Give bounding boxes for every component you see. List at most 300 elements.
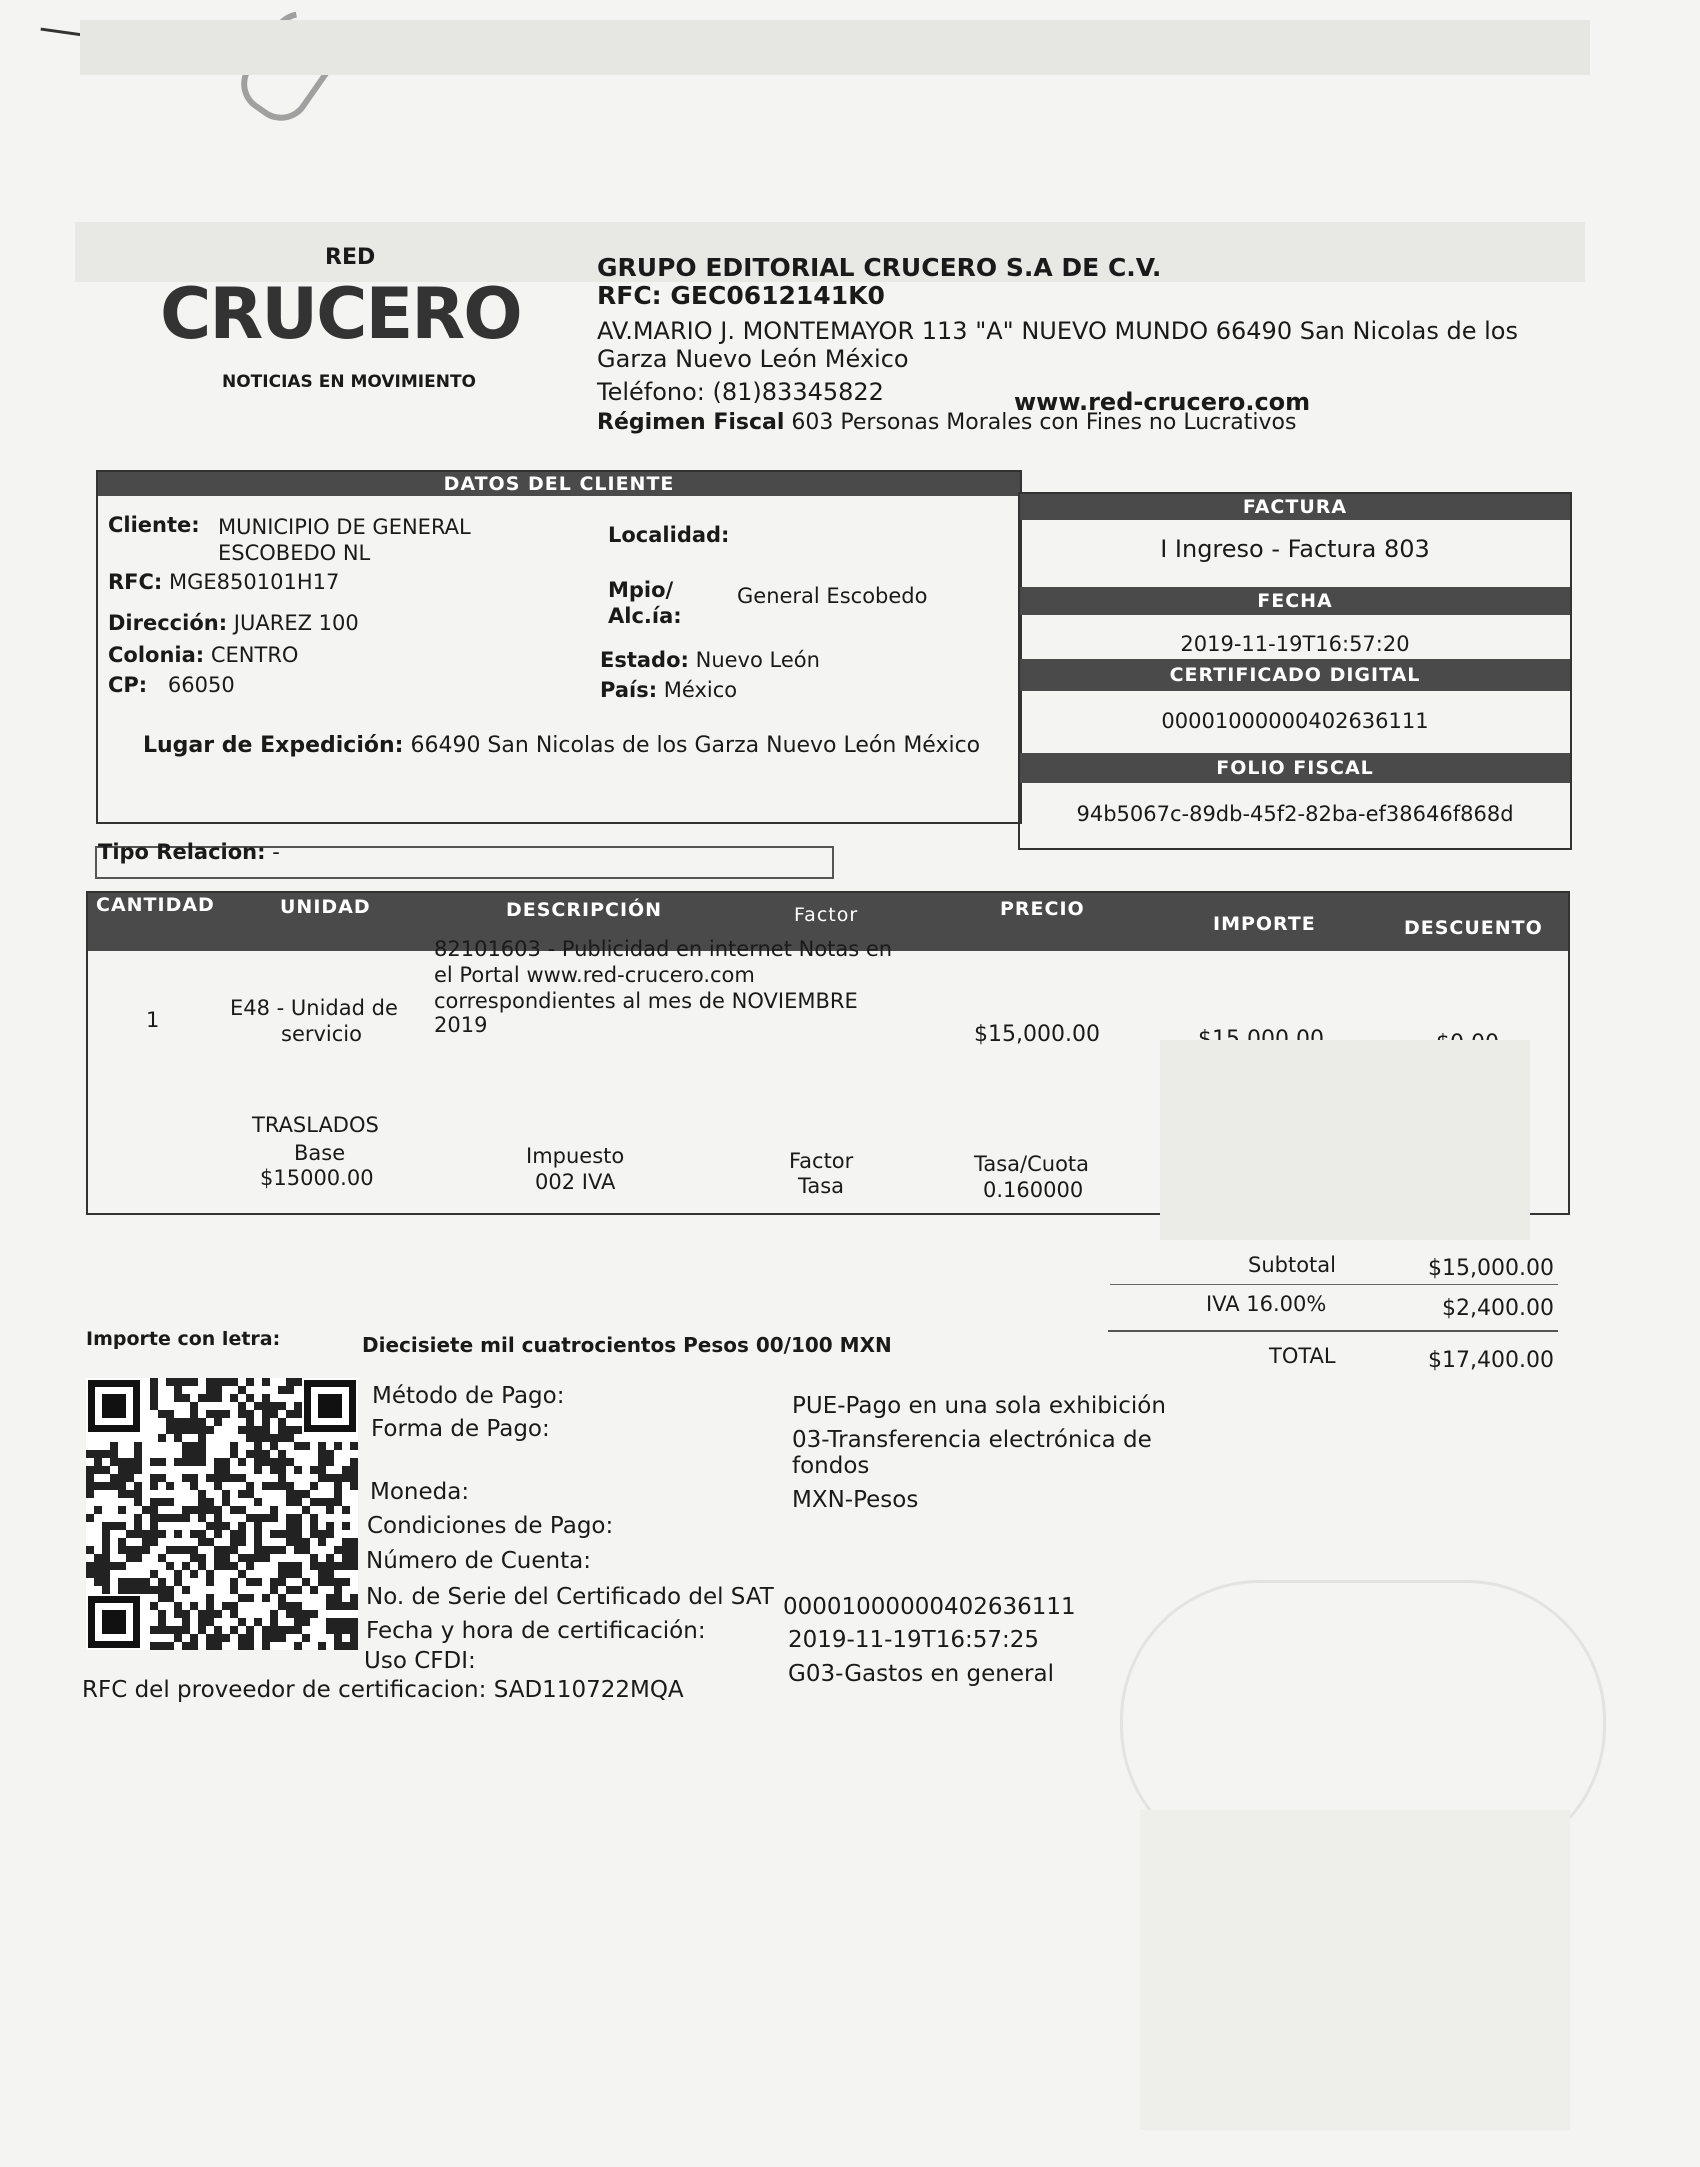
folio-header: FOLIO FISCAL	[1020, 753, 1570, 783]
uso-value: G03-Gastos en general	[788, 1661, 1054, 1687]
background-bleed-bar	[80, 20, 1590, 75]
qr-module	[198, 1618, 206, 1626]
qr-module	[238, 1594, 246, 1602]
colonia-label: Colonia:	[108, 643, 205, 667]
qr-module	[246, 1578, 254, 1586]
qr-module	[350, 1458, 358, 1466]
qr-module	[294, 1626, 302, 1634]
qr-module	[214, 1458, 222, 1466]
qr-module	[182, 1458, 190, 1466]
qr-module	[342, 1562, 350, 1570]
qr-module	[134, 1458, 142, 1466]
qr-module	[294, 1610, 302, 1618]
qr-module	[150, 1402, 158, 1410]
qr-module	[118, 1562, 126, 1570]
qr-module	[158, 1498, 166, 1506]
client-header: DATOS DEL CLIENTE	[98, 472, 1020, 496]
qr-module	[326, 1626, 334, 1634]
qr-module	[198, 1434, 206, 1442]
company-website: www.red-crucero.com	[1014, 388, 1311, 416]
qr-module	[134, 1450, 142, 1458]
qr-module	[198, 1610, 206, 1618]
qr-module	[230, 1394, 238, 1402]
traslados-tasa-label: Tasa/Cuota	[974, 1152, 1090, 1176]
qr-module	[350, 1442, 358, 1450]
qr-module	[134, 1498, 142, 1506]
qr-module	[230, 1506, 238, 1514]
qr-module	[134, 1482, 142, 1490]
qr-module	[262, 1546, 270, 1554]
qr-module	[158, 1474, 166, 1482]
qr-module	[318, 1450, 326, 1458]
qr-module	[238, 1386, 246, 1394]
qr-module	[86, 1546, 94, 1554]
qr-module	[310, 1610, 318, 1618]
qr-module	[182, 1474, 190, 1482]
qr-module	[206, 1610, 214, 1618]
qr-module	[262, 1418, 270, 1426]
pais-label: País:	[600, 678, 658, 702]
qr-module	[230, 1378, 238, 1386]
cp-label: CP:	[108, 673, 148, 697]
qr-module	[182, 1586, 190, 1594]
qr-module	[294, 1410, 302, 1418]
traslados-impuesto-label: Impuesto	[526, 1144, 625, 1168]
qr-module	[134, 1522, 142, 1530]
qr-module	[118, 1538, 126, 1546]
qr-module	[254, 1466, 262, 1474]
qr-module	[222, 1410, 230, 1418]
metodo-value: PUE-Pago en una sola exhibición	[792, 1393, 1166, 1419]
qr-module	[254, 1538, 262, 1546]
qr-module	[278, 1426, 286, 1434]
qr-module	[102, 1546, 110, 1554]
qr-module	[166, 1498, 174, 1506]
qr-module	[174, 1546, 182, 1554]
qr-module	[126, 1554, 134, 1562]
qr-module	[214, 1562, 222, 1570]
qr-module	[318, 1530, 326, 1538]
qr-module	[206, 1498, 214, 1506]
traslados-factor-value: Tasa	[798, 1174, 845, 1198]
qr-module	[198, 1442, 206, 1450]
qr-module	[198, 1506, 206, 1514]
qr-module	[310, 1522, 318, 1530]
qr-module	[334, 1642, 342, 1650]
qr-module	[198, 1458, 206, 1466]
qr-module	[110, 1450, 118, 1458]
client-direccion	[108, 611, 359, 635]
qr-module	[318, 1642, 326, 1650]
rfc-proveedor-value: SAD110722MQA	[493, 1677, 684, 1703]
qr-module	[166, 1546, 174, 1554]
total-value: $17,400.00	[1428, 1348, 1554, 1373]
qr-module	[190, 1442, 198, 1450]
qr-module	[134, 1586, 142, 1594]
qr-module	[142, 1530, 150, 1538]
tipo-relacion-value: -	[272, 840, 280, 864]
qr-module	[318, 1474, 326, 1482]
qr-module	[166, 1626, 174, 1634]
qr-module	[334, 1586, 342, 1594]
qr-module	[190, 1506, 198, 1514]
qr-module	[326, 1562, 334, 1570]
qr-module	[174, 1626, 182, 1634]
qr-module	[94, 1554, 102, 1562]
qr-module	[342, 1538, 350, 1546]
client-colonia	[108, 643, 298, 667]
company-address-2: Garza Nuevo León México	[597, 345, 909, 373]
qr-module	[206, 1570, 214, 1578]
qr-module	[158, 1642, 166, 1650]
direccion-value: JUAREZ 100	[233, 611, 359, 635]
qr-module	[262, 1642, 270, 1650]
qr-module	[286, 1490, 294, 1498]
qr-module	[294, 1538, 302, 1546]
qr-module	[150, 1538, 158, 1546]
qr-module	[206, 1602, 214, 1610]
qr-module	[166, 1594, 174, 1602]
qr-code	[86, 1378, 358, 1650]
qr-module	[198, 1554, 206, 1562]
qr-module	[118, 1474, 126, 1482]
condiciones-label: Condiciones de Pago:	[367, 1513, 614, 1539]
qr-module	[86, 1466, 94, 1474]
qr-module	[166, 1418, 174, 1426]
qr-module	[334, 1602, 342, 1610]
qr-module	[206, 1538, 214, 1546]
qr-module	[318, 1578, 326, 1586]
qr-module	[254, 1458, 262, 1466]
qr-module	[102, 1538, 110, 1546]
qr-module	[278, 1450, 286, 1458]
cuenta-label: Número de Cuenta:	[366, 1548, 591, 1574]
qr-module	[206, 1394, 214, 1402]
logo-name: CRUCERO	[160, 273, 521, 355]
qr-module	[182, 1394, 190, 1402]
qr-module	[230, 1626, 238, 1634]
qr-module	[150, 1386, 158, 1394]
qr-module	[230, 1562, 238, 1570]
uso-label: Uso CFDI:	[364, 1648, 476, 1674]
localidad-label: Localidad:	[608, 523, 730, 547]
qr-module	[238, 1538, 246, 1546]
company-rfc: RFC: GEC0612141K0	[597, 281, 885, 310]
moneda-value: MXN-Pesos	[792, 1487, 919, 1513]
importe-letra-value: Diecisiete mil cuatrocientos Pesos 00/100 MXN	[362, 1333, 892, 1357]
qr-module	[238, 1402, 246, 1410]
qr-module	[166, 1642, 174, 1650]
qr-module	[246, 1426, 254, 1434]
qr-module	[150, 1626, 158, 1634]
qr-module	[238, 1570, 246, 1578]
qr-module	[334, 1482, 342, 1490]
qr-module	[198, 1498, 206, 1506]
qr-module	[286, 1426, 294, 1434]
traslados-base-label: Base	[294, 1141, 346, 1165]
qr-module	[150, 1570, 158, 1578]
qr-module	[158, 1458, 166, 1466]
qr-module	[278, 1530, 286, 1538]
qr-module	[94, 1506, 102, 1514]
qr-module	[86, 1570, 94, 1578]
qr-module	[326, 1506, 334, 1514]
qr-module	[134, 1530, 142, 1538]
qr-module	[278, 1546, 286, 1554]
qr-module	[294, 1466, 302, 1474]
client-cliente	[108, 513, 200, 537]
lugar-value: 66490 San Nicolas de los Garza Nuevo León México	[410, 733, 981, 758]
qr-module	[270, 1514, 278, 1522]
qr-module	[334, 1618, 342, 1626]
qr-module	[246, 1482, 254, 1490]
qr-module	[254, 1434, 262, 1442]
qr-module	[334, 1546, 342, 1554]
qr-module	[254, 1546, 262, 1554]
qr-module	[166, 1482, 174, 1490]
qr-module	[246, 1450, 254, 1458]
qr-module	[254, 1514, 262, 1522]
qr-module	[342, 1618, 350, 1626]
qr-module	[222, 1458, 230, 1466]
qr-module	[350, 1474, 358, 1482]
qr-module	[238, 1554, 246, 1562]
qr-module	[238, 1530, 246, 1538]
qr-module	[126, 1458, 134, 1466]
qr-module	[310, 1466, 318, 1474]
qr-module	[118, 1506, 126, 1514]
qr-module	[214, 1642, 222, 1650]
qr-module	[206, 1386, 214, 1394]
qr-module	[174, 1394, 182, 1402]
qr-module	[174, 1610, 182, 1618]
qr-module	[174, 1530, 182, 1538]
regimen-label: Régimen Fiscal	[597, 410, 785, 435]
qr-module	[110, 1458, 118, 1466]
qr-module	[286, 1386, 294, 1394]
qr-module	[190, 1602, 198, 1610]
qr-module	[238, 1426, 246, 1434]
qr-module	[94, 1482, 102, 1490]
qr-module	[310, 1586, 318, 1594]
client-pais	[600, 678, 737, 702]
qr-module	[190, 1634, 198, 1642]
qr-module	[182, 1442, 190, 1450]
qr-module	[182, 1426, 190, 1434]
qr-module	[102, 1450, 110, 1458]
qr-module	[302, 1610, 310, 1618]
item-desc-1	[434, 937, 892, 961]
qr-module	[230, 1450, 238, 1458]
qr-module	[158, 1578, 166, 1586]
qr-module	[238, 1642, 246, 1650]
qr-module	[158, 1434, 166, 1442]
qr-module	[342, 1554, 350, 1562]
qr-module	[166, 1586, 174, 1594]
estado-label: Estado:	[600, 648, 689, 672]
qr-module	[310, 1514, 318, 1522]
qr-module	[214, 1418, 222, 1426]
qr-module	[262, 1634, 270, 1642]
qr-module	[158, 1530, 166, 1538]
qr-module	[294, 1426, 302, 1434]
qr-module	[278, 1634, 286, 1642]
qr-module	[246, 1642, 254, 1650]
qr-module	[214, 1626, 222, 1634]
qr-module	[350, 1538, 358, 1546]
qr-module	[334, 1498, 342, 1506]
qr-module	[134, 1546, 142, 1554]
qr-module	[190, 1410, 198, 1418]
qr-module	[334, 1474, 342, 1482]
qr-module	[230, 1610, 238, 1618]
rfc-proveedor	[82, 1677, 684, 1703]
qr-module	[206, 1578, 214, 1586]
qr-module	[278, 1386, 286, 1394]
qr-module	[214, 1514, 222, 1522]
qr-module	[350, 1626, 358, 1634]
qr-module	[294, 1618, 302, 1626]
qr-module	[158, 1594, 166, 1602]
qr-module	[286, 1482, 294, 1490]
qr-module	[318, 1538, 326, 1546]
qr-module	[294, 1402, 302, 1410]
qr-module	[238, 1474, 246, 1482]
qr-module	[262, 1426, 270, 1434]
moneda-label: Moneda:	[370, 1479, 470, 1505]
qr-module	[206, 1474, 214, 1482]
qr-module	[230, 1578, 238, 1586]
qr-module	[254, 1442, 262, 1450]
qr-module	[310, 1562, 318, 1570]
qr-module	[334, 1578, 342, 1586]
qr-module	[286, 1586, 294, 1594]
item-desc-2: el Portal www.red-crucero.com	[434, 963, 755, 987]
qr-module	[246, 1626, 254, 1634]
traslados-base-value: $15000.00	[260, 1166, 374, 1190]
factura-header: FACTURA	[1020, 494, 1570, 520]
qr-module	[326, 1498, 334, 1506]
qr-module	[158, 1514, 166, 1522]
qr-module	[222, 1634, 230, 1642]
qr-module	[198, 1538, 206, 1546]
qr-module	[302, 1618, 310, 1626]
qr-module	[222, 1490, 230, 1498]
qr-module	[102, 1522, 110, 1530]
qr-module	[174, 1578, 182, 1586]
qr-module	[222, 1554, 230, 1562]
qr-module	[238, 1506, 246, 1514]
qr-module	[134, 1514, 142, 1522]
traslados-title: TRASLADOS	[252, 1113, 379, 1137]
company-name: GRUPO EDITORIAL CRUCERO S.A DE C.V.	[597, 253, 1162, 282]
client-rfc	[108, 570, 339, 594]
qr-module	[206, 1634, 214, 1642]
qr-module	[270, 1434, 278, 1442]
lugar-label: Lugar de Expedición:	[143, 733, 404, 758]
qr-module	[190, 1458, 198, 1466]
qr-module	[254, 1522, 262, 1530]
item-desc-code: 82101603	[434, 937, 541, 961]
qr-module	[278, 1466, 286, 1474]
qr-module	[198, 1490, 206, 1498]
qr-module	[262, 1378, 270, 1386]
qr-module	[214, 1522, 222, 1530]
qr-module	[294, 1530, 302, 1538]
qr-module	[174, 1434, 182, 1442]
qr-module	[190, 1546, 198, 1554]
qr-module	[182, 1642, 190, 1650]
qr-module	[206, 1594, 214, 1602]
qr-module	[262, 1402, 270, 1410]
qr-module	[326, 1578, 334, 1586]
fecha-value: 2019-11-19T16:57:20	[1180, 632, 1410, 656]
qr-module	[166, 1426, 174, 1434]
qr-module	[166, 1378, 174, 1386]
qr-module	[262, 1554, 270, 1562]
qr-module	[206, 1426, 214, 1434]
qr-module	[350, 1466, 358, 1474]
qr-module	[262, 1394, 270, 1402]
qr-module	[174, 1570, 182, 1578]
qr-module	[254, 1618, 262, 1626]
qr-module	[182, 1610, 190, 1618]
qr-module	[286, 1530, 294, 1538]
qr-module	[294, 1570, 302, 1578]
qr-module	[334, 1626, 342, 1634]
qr-module	[118, 1578, 126, 1586]
qr-module	[190, 1450, 198, 1458]
qr-module	[342, 1466, 350, 1474]
qr-module	[158, 1610, 166, 1618]
qr-module	[238, 1522, 246, 1530]
qr-module	[222, 1466, 230, 1474]
logo-red: RED	[325, 245, 376, 270]
qr-module	[278, 1626, 286, 1634]
qr-module	[158, 1410, 166, 1418]
qr-module	[118, 1522, 126, 1530]
qr-module	[262, 1514, 270, 1522]
mpio-value: General Escobedo	[737, 584, 928, 608]
qr-module	[150, 1458, 158, 1466]
qr-module	[350, 1602, 358, 1610]
qr-module	[310, 1498, 318, 1506]
qr-module	[286, 1410, 294, 1418]
qr-module	[246, 1514, 254, 1522]
bleed-block-bottom	[1140, 1810, 1570, 2130]
qr-module	[254, 1450, 262, 1458]
qr-module	[102, 1466, 110, 1474]
qr-module	[150, 1586, 158, 1594]
qr-module	[126, 1586, 134, 1594]
qr-module	[142, 1506, 150, 1514]
client-rfc-value: MGE850101H17	[169, 570, 340, 594]
qr-module	[214, 1554, 222, 1562]
qr-module	[134, 1466, 142, 1474]
logo	[160, 245, 550, 395]
qr-module	[118, 1490, 126, 1498]
qr-module	[254, 1578, 262, 1586]
qr-module	[222, 1562, 230, 1570]
qr-module	[318, 1498, 326, 1506]
traslados-tasa-value: 0.160000	[983, 1178, 1084, 1202]
qr-module	[294, 1490, 302, 1498]
qr-module	[262, 1450, 270, 1458]
qr-module	[102, 1570, 110, 1578]
qr-module	[278, 1434, 286, 1442]
qr-module	[182, 1378, 190, 1386]
qr-module	[278, 1570, 286, 1578]
